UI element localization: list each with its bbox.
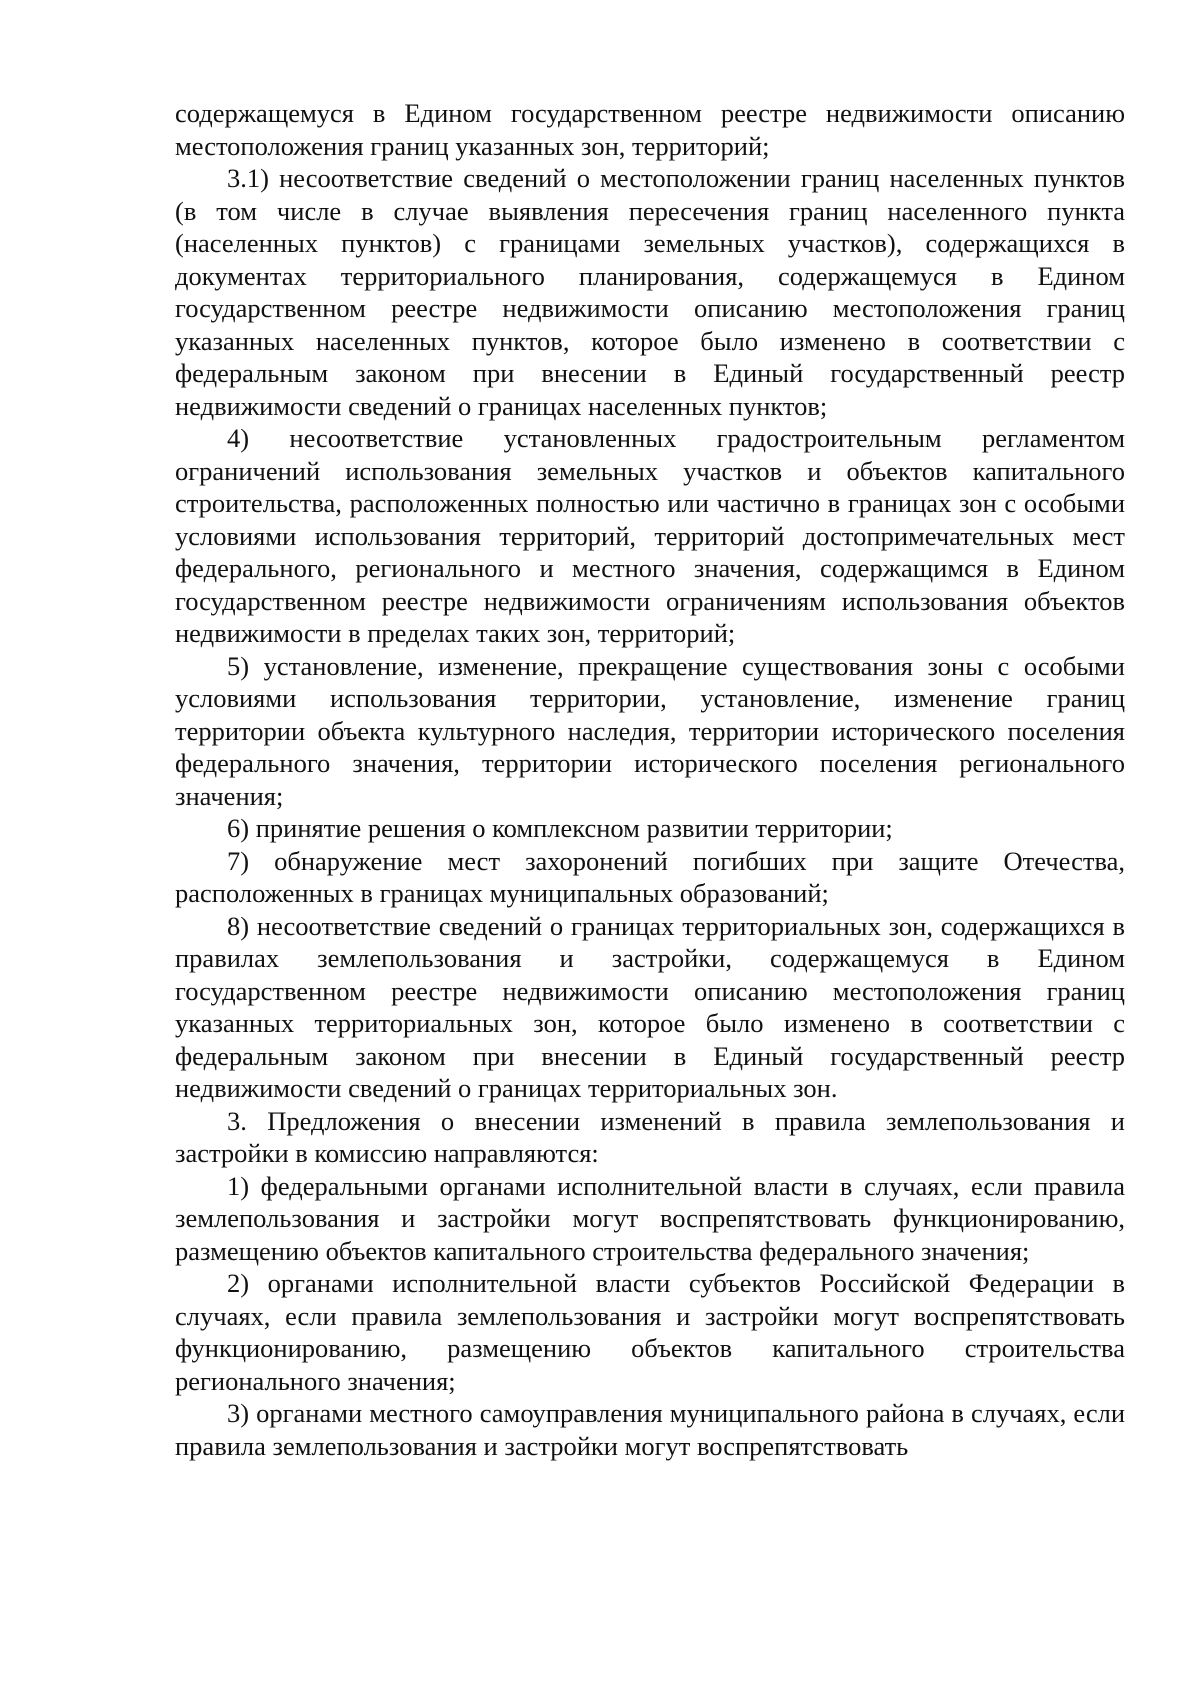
paragraph-sub-3: 3) органами местного самоуправления муниципального района в случаях, если правила землепользования и застройки могут воспрепятствовать bbox=[175, 1398, 1125, 1461]
paragraph-continuation: содержащемуся в Едином государственном реестре недвижимости описанию местоположения границ указанных зон, территорий; bbox=[175, 98, 1125, 161]
paragraph-sub-2: 2) органами исполнительной власти субъектов Российской Федерации в случаях, если правила землепользования и застройки могут воспрепятствовать функционированию, размещению объектов капитального строительства регионального значения; bbox=[175, 1268, 1125, 1396]
paragraph-section-3: 3. Предложения о внесении изменений в правила землепользования и застройки в комиссию направляются: bbox=[175, 1105, 1125, 1168]
paragraph-item-4: 4) несоответствие установленных градостроительным регламентом ограничений использования земельных участков и объектов капитального строительства, расположенных полностью или частично в границах зон с особыми условиями использования территорий, территорий достопримечательных мест федерального, регионального и местного значения, содержащимся в Едином государственном реестре недвижимости ограничениям использования объектов недвижимости в пределах таких зон, территорий; bbox=[175, 423, 1125, 648]
paragraph-item-6: 6) принятие решения о комплексном развитии территории; bbox=[227, 813, 893, 843]
paragraph-item-3-1: 3.1) несоответствие сведений о местоположении границ населенных пунктов (в том числе в случае выявления пересечения границ населенного пункта (населенных пунктов) с границами земельных участков), содержащихся в документах территориального планирования, содержащемуся в Едином государственном реестре недвижимости описанию местоположения границ указанных населенных пунктов, которое было изменено в соответствии с федеральным законом при внесении в Единый государственный реестр недвижимости сведений о границах населенных пунктов; bbox=[175, 163, 1125, 421]
paragraph-item-8: 8) несоответствие сведений о границах территориальных зон, содержащихся в правилах землепользования и застройки, содержащемуся в Едином государственном реестре недвижимости описанию местоположения границ указанных территориальных зон, которое было изменено в соответствии с федеральным законом при внесении в Единый государственный реестр недвижимости сведений о границах территориальных зон. bbox=[175, 910, 1125, 1103]
document-body bbox=[175, 97, 1125, 1462]
paragraph-item-7: 7) обнаружение мест захоронений погибших при защите Отечества, расположенных в границах муниципальных образований; bbox=[175, 845, 1125, 908]
paragraph-item-5: 5) установление, изменение, прекращение существования зоны с особыми условиями использования территории, установление, изменение границ территории объекта культурного наследия, территории исторического поселения федерального значения, территории исторического поселения регионального значения; bbox=[175, 650, 1125, 811]
paragraph-sub-1: 1) федеральными органами исполнительной власти в случаях, если правила землепользования и застройки могут воспрепятствовать функционированию, размещению объектов капитального строительства федерального значения; bbox=[175, 1170, 1125, 1266]
